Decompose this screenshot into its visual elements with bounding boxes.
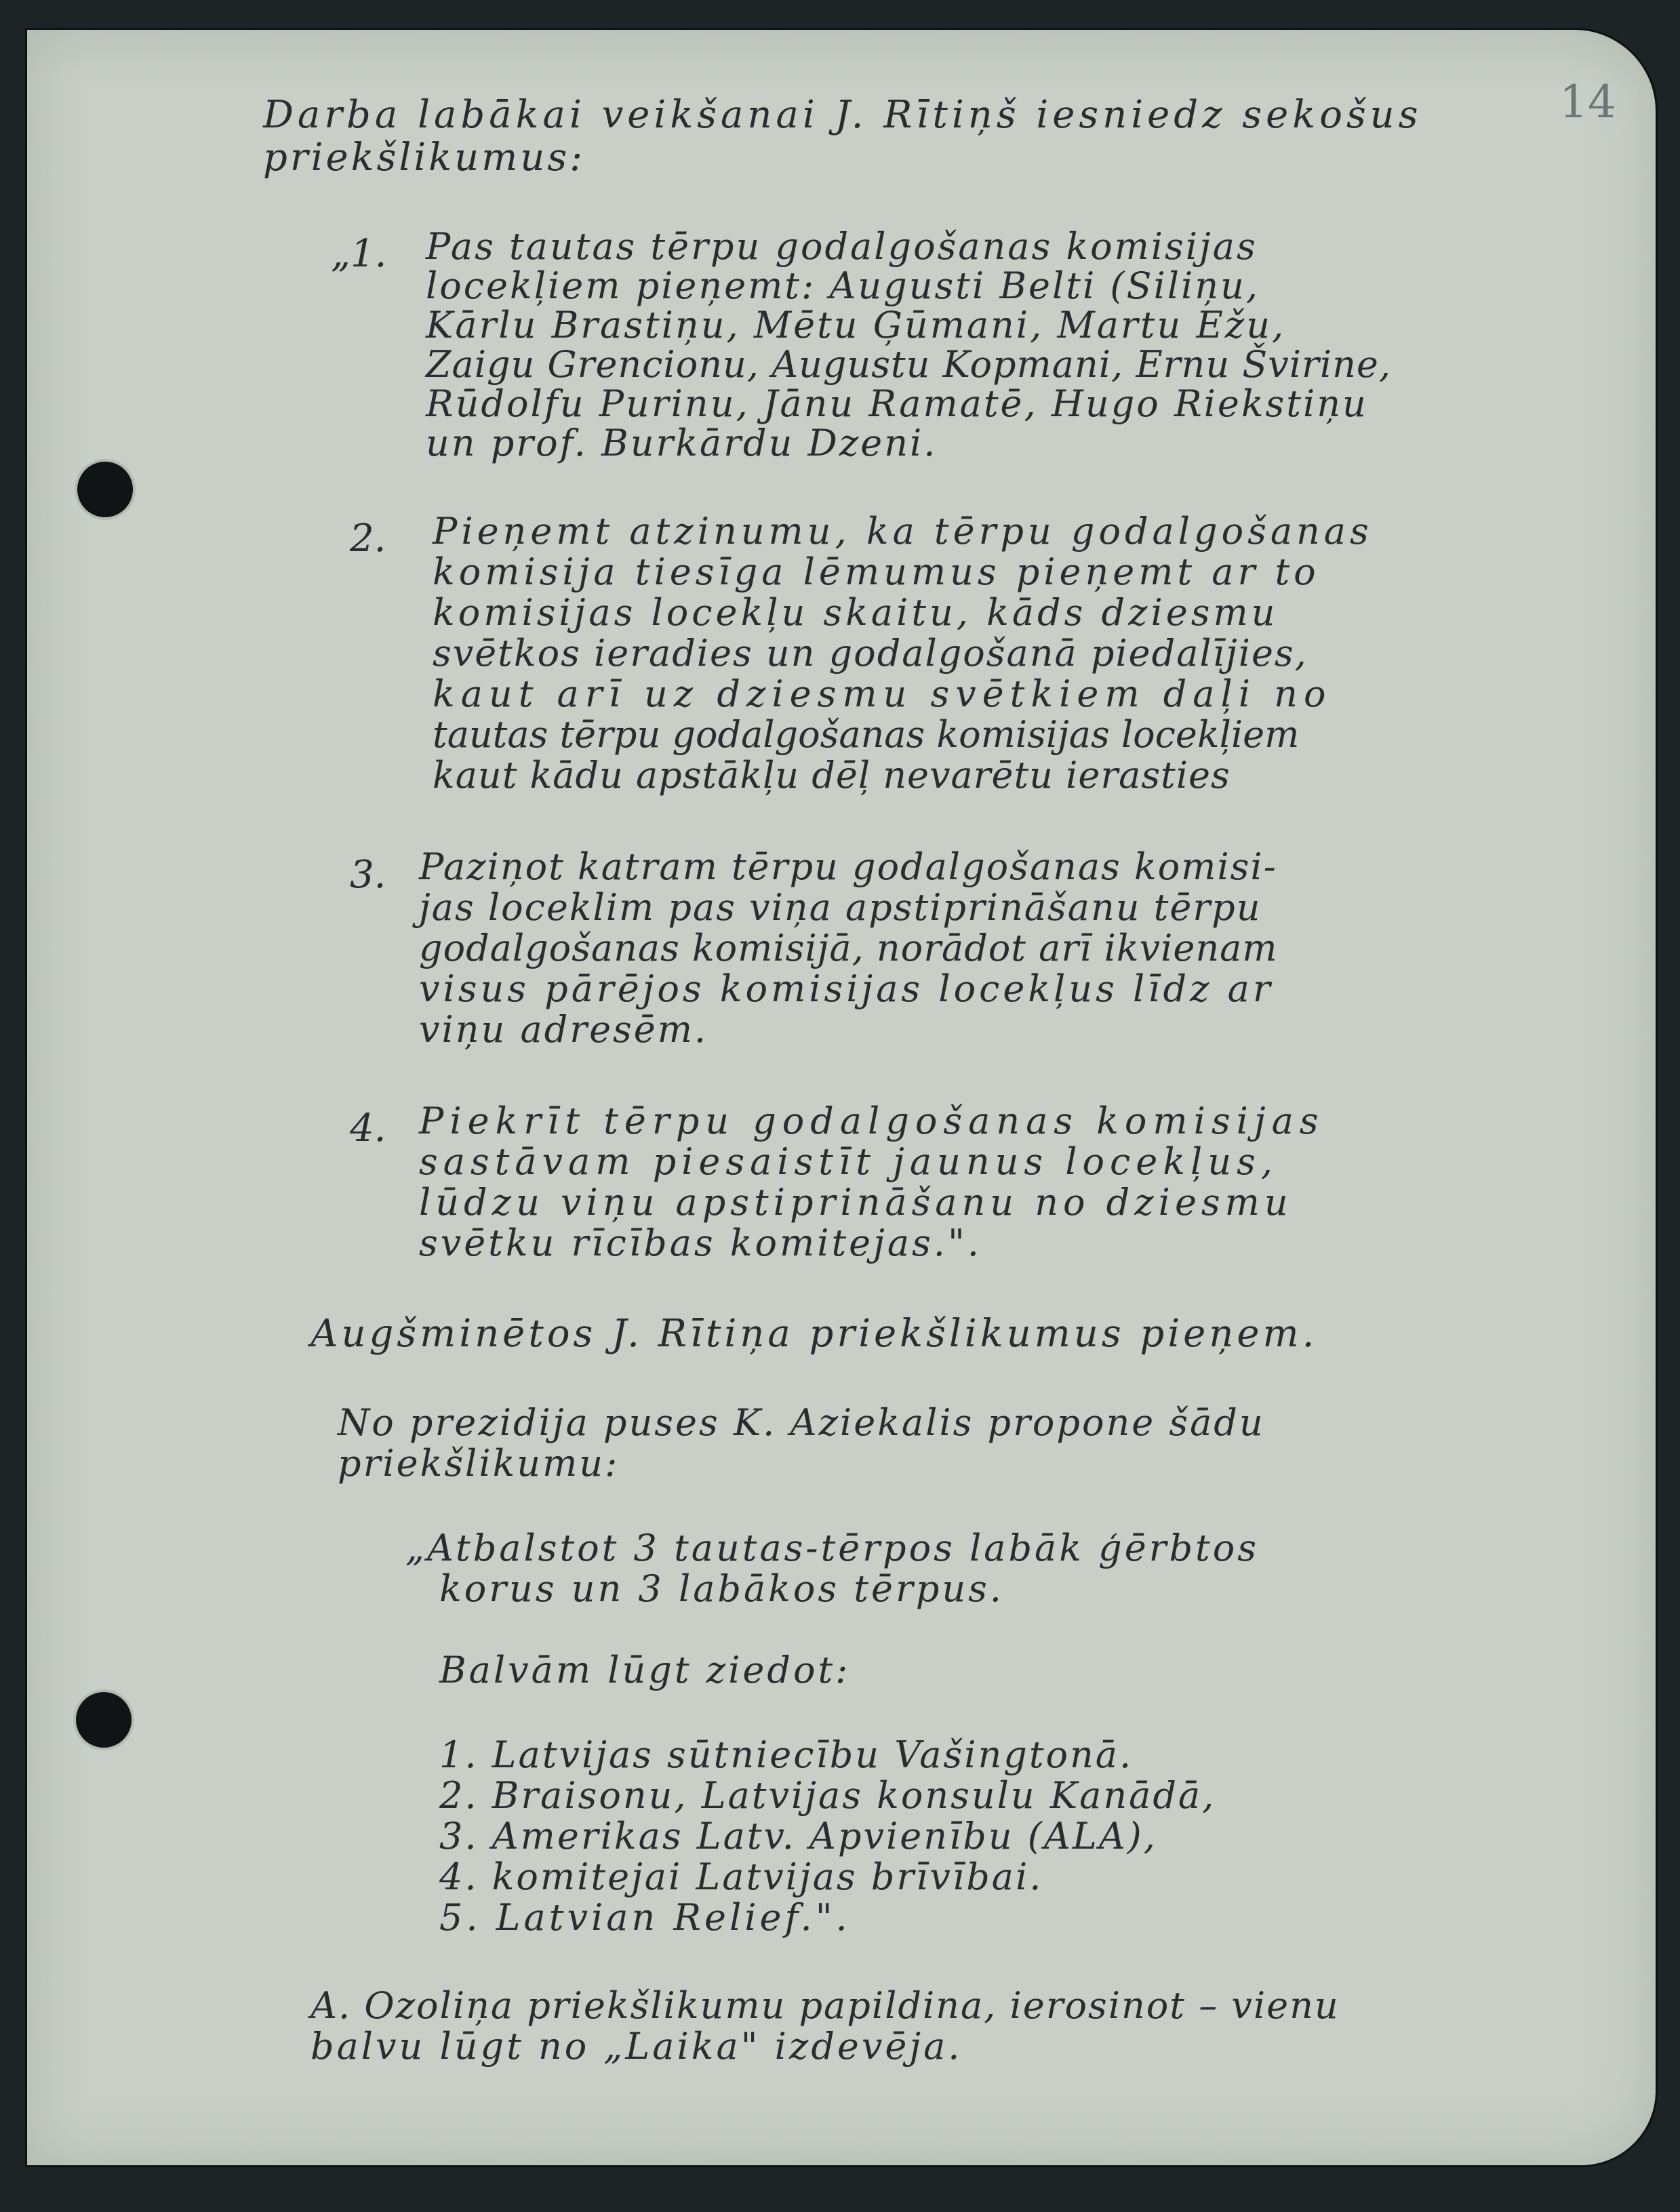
accepted-statement: Augšminētos J. Rītiņa priekšlikumus pieņem. bbox=[311, 1312, 1318, 1356]
proposal-2-line-5: kaut arī uz dziesmu svētkiem daļi no bbox=[433, 672, 1332, 715]
proposal-4-line-1: Piekrīt tērpu godalgošanas komisijas bbox=[419, 1100, 1325, 1142]
proposal-4-line-4: svētku rīcības komitejas.". bbox=[419, 1222, 982, 1264]
punch-hole-top bbox=[77, 462, 133, 517]
intro-line-2: priekšlikumus: bbox=[263, 136, 585, 180]
prize-item-2: 2. Braisonu, Latvijas konsulu Kanādā, bbox=[439, 1774, 1216, 1817]
proposal-2-number: 2. bbox=[350, 517, 386, 561]
proposal-2-line-7: kaut kādu apstākļu dēļ nevarētu ierasties bbox=[433, 754, 1231, 797]
proposal-1-line-1: Pas tautas tērpu godalgošanas komisijas bbox=[426, 225, 1258, 268]
proposal-4-line-3: lūdzu viņu apstiprināšanu no dziesmu bbox=[419, 1181, 1293, 1224]
proposal-3-line-1: Paziņot katram tērpu godalgošanas komisi- bbox=[419, 845, 1277, 888]
intro-line-1: Darba labākai veikšanai J. Rītiņš iesniedz sekošus bbox=[263, 93, 1422, 137]
proposal-2-line-4: svētkos ieradies un godalgošanā piedalījies, bbox=[433, 632, 1308, 675]
proposal-4-line-2: sastāvam piesaistīt jaunus locekļus, bbox=[419, 1140, 1278, 1183]
prizes-heading: Balvām lūgt ziedot: bbox=[439, 1649, 851, 1691]
prize-item-3: 3. Amerikas Latv. Apvienību (ALA), bbox=[439, 1815, 1157, 1857]
k-proposal-line-1: No prezidija puses K. Aziekalis propone šādu bbox=[338, 1401, 1265, 1444]
support-line-1: „Atbalstot 3 tautas-tērpos labāk ģērbtos bbox=[405, 1527, 1259, 1569]
proposal-2-line-2: komisija tiesīga lēmumus pieņemt ar to bbox=[433, 550, 1320, 593]
proposal-3-line-2: jas loceklim pas viņa apstiprināšanu tērpu bbox=[419, 886, 1262, 929]
support-line-2: korus un 3 labākos tērpus. bbox=[439, 1567, 1004, 1610]
proposal-1-line-4: Zaigu Grencionu, Augustu Kopmani, Ernu Švirine, bbox=[426, 343, 1392, 386]
proposal-1-line-2: locekļiem pieņemt: Augusti Belti (Siliņu, bbox=[426, 264, 1260, 307]
page-number: 14 bbox=[1559, 76, 1616, 128]
proposal-4-number: 4. bbox=[350, 1106, 386, 1150]
prize-item-1: 1. Latvijas sūtniecību Vašingtonā. bbox=[439, 1733, 1134, 1776]
proposal-3-line-3: godalgošanas komisijā, norādot arī ikvienam bbox=[419, 927, 1278, 969]
proposal-3-number: 3. bbox=[350, 853, 386, 897]
proposal-1-line-6: un prof. Burkārdu Dzeni. bbox=[426, 422, 938, 464]
proposal-1-number: „1. bbox=[331, 232, 387, 276]
proposal-1-line-5: Rūdolfu Purinu, Jānu Ramatē, Hugo Riekstiņu bbox=[426, 382, 1368, 425]
proposal-1-line-3: Kārlu Brastiņu, Mētu Ģūmani, Martu Ežu, bbox=[426, 304, 1286, 346]
prize-item-5: 5. Latvian Relief.". bbox=[439, 1896, 851, 1939]
k-proposal-line-2: priekšlikumu: bbox=[338, 1442, 620, 1485]
closing-line-1: A. Ozoliņa priekšlikumu papildina, ierosinot – vienu bbox=[311, 1984, 1340, 2027]
punch-hole-bottom bbox=[76, 1692, 132, 1748]
prize-item-4: 4. komitejai Latvijas brīvībai. bbox=[439, 1855, 1043, 1898]
proposal-2-line-3: komisijas locekļu skaitu, kāds dziesmu bbox=[433, 591, 1279, 634]
proposal-3-line-4: visus pārējos komisijas locekļus līdz ar bbox=[419, 967, 1274, 1010]
proposal-2-line-1: Pieņemt atzinumu, ka tērpu godalgošanas bbox=[433, 510, 1373, 552]
proposal-3-line-5: viņu adresēm. bbox=[419, 1008, 708, 1051]
proposal-2-line-6: tautas tērpu godalgošanas komisijas locekļiem bbox=[433, 713, 1300, 756]
closing-line-2: balvu lūgt no „Laika" izdevēja. bbox=[311, 2025, 963, 2068]
